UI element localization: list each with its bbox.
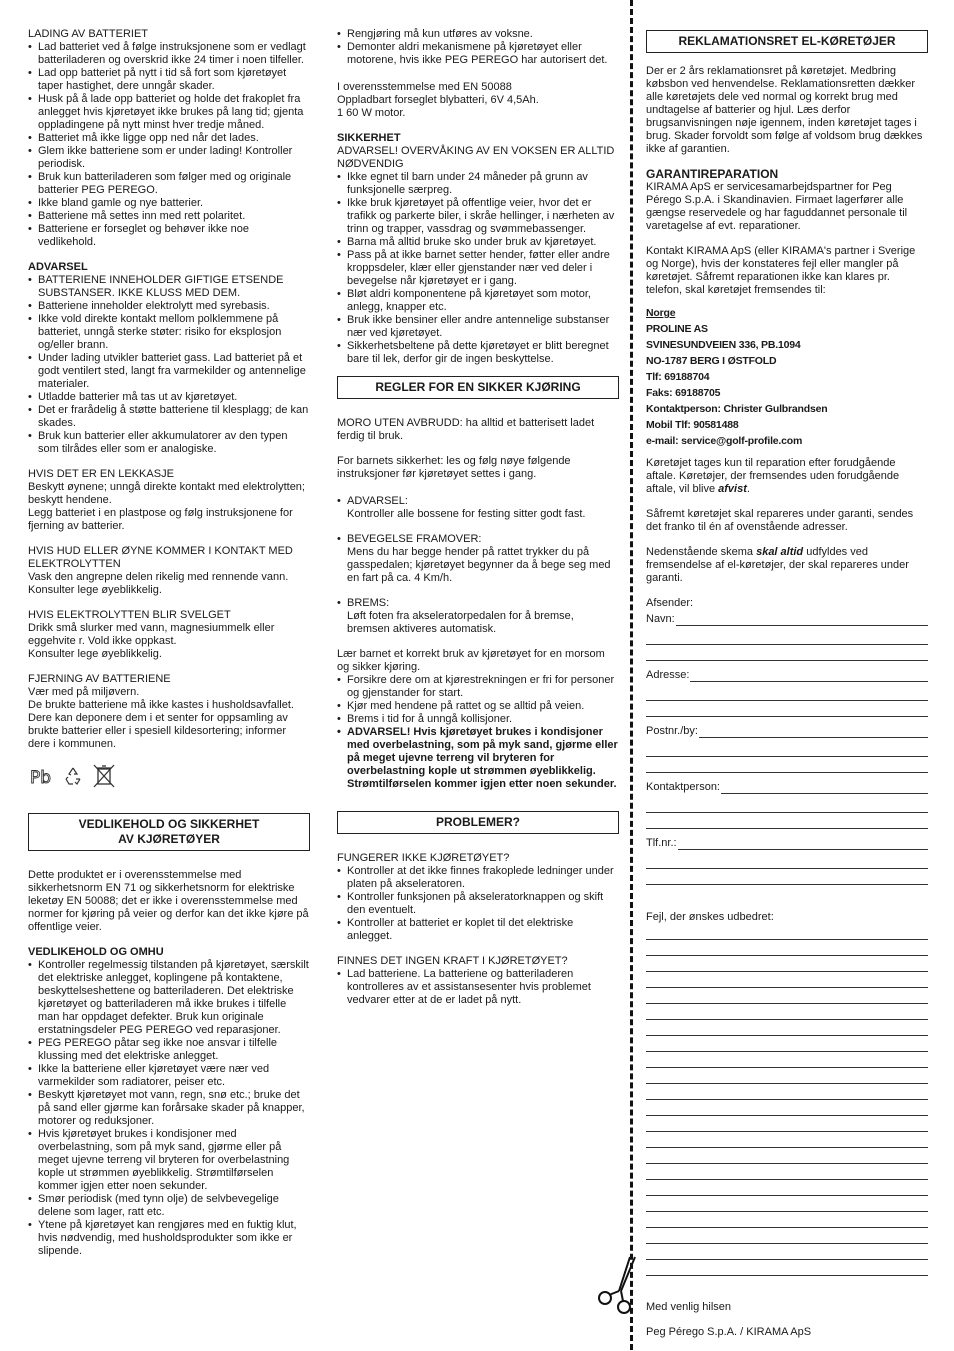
address-line: Kontaktperson: Christer Gulbrandsen [646, 403, 828, 415]
address-line: NO-1787 BERG I ØSTFOLD [646, 355, 777, 367]
contact-field-line[interactable] [646, 813, 928, 829]
pb-label: Pb [30, 768, 52, 787]
postal-field[interactable] [699, 726, 928, 738]
sender-form [646, 597, 928, 1276]
list-item: • Ikke bruk kjøretøyet på offentlige veier, hvor det er trafikk og parkerte biler, i skråe hellinger, i nærheten av trinn og trapper, vassdrag og svømmebassenger. [337, 197, 619, 236]
charging-list [28, 41, 310, 249]
phone-label: Tlf.nr.: [646, 837, 677, 849]
postal-field-line[interactable] [646, 757, 928, 773]
list-item: • Batteriene inneholder elektrolytt med syrebasis. [28, 300, 310, 313]
list-item: • Hvis kjøretøyet brukes i kondisjoner med overbelastning, som på myk sand, gjørme eller på meget ujevne terreng vil bryteren for overbelastning kople ut strømmen øyeblikkelig. Strømtilførselen kommer igjen etter noen sekunder. [28, 1128, 310, 1193]
q2-title: FINNES DET INGEN KRAFT I KJØRETØYET? [337, 955, 568, 967]
faults-field-line[interactable] [646, 1052, 928, 1068]
q1-title: FUNGERER IKKE KJØRETØYET? [337, 852, 510, 864]
faults-field-line[interactable] [646, 1084, 928, 1100]
list-item: • Beskytt kjøretøyet mot vann, regn, snø etc.; bruke det på sand eller gjørme kan forårsake skader på knapper, motorer og reduksjoner. [28, 1089, 310, 1128]
faults-field-line[interactable] [646, 1164, 928, 1180]
conformity-text: Dette produktet er i overensstemmelse med sikkerhetsnorm EN 71 og sikkerhetsnorm for elektriske leketøy EN 50088; det er ikke i overensstemmelse med normer for kjøring på veier og derfor kan det ikke kjøre på offentlige veier. [28, 869, 309, 933]
column-1 [28, 28, 310, 1270]
faults-field-line[interactable] [646, 972, 928, 988]
removal-title: FJERNING AV BATTERIENE [28, 673, 171, 685]
list-item: • Lad batteriet ved å følge instruksjonene som er vedlagt batteriladeren og overskrid ikke 24 timer i noen tilfeller. [28, 41, 310, 67]
postal-row [646, 725, 928, 738]
contact-row [646, 781, 928, 794]
skin-line: Vask den angrepne delen rikelig med rennende vann. Konsulter lege øyeblikkelig. [28, 571, 289, 596]
list-item: • Kontroller regelmessig tilstanden på kjøretøyet, særskilt det elektriske anlegget, koplingene på kontaktene, beskyttelseshettene og batteriladeren. Det elektriske kjøretøyet og batteriladeren må ikke brukes i tilfelle man har oppdaget defekter. Bruk kun originale erstatningsdeler PEG PEREGO ved reparasjoner. [28, 959, 310, 1037]
faults-field-line[interactable] [646, 1260, 928, 1276]
address-line: PROLINE AS [646, 323, 708, 335]
maintenance-header-box [28, 813, 310, 851]
faults-field-line[interactable] [646, 1036, 928, 1052]
postal-field-line[interactable] [646, 741, 928, 757]
schema-text: Nedenstående skema skal altid udfyldes ved fremsendelse af el-køretøjer, der skal repareres under garanti. [646, 546, 909, 584]
list-item: • Husk på å lade opp batteriet og holde det frakoplet fra anlegget hvis kjøretøyet ikke brukes på lang tid; gjenta oppladingene på nytt minst hver tredje måned. [28, 93, 310, 132]
forward-label: • BEVEGELSE FRAMOVER: [337, 533, 482, 545]
forward-text: Mens du har begge hender på rattet trykker du på gasspedalen; kjøretøyet begynner da å bege seg med en fart på ca. 4 Km/h. [347, 546, 611, 584]
list-item: • Utladde batterier må tas ut av kjøretøyet. [28, 391, 310, 404]
phone-field-line[interactable] [646, 869, 928, 885]
faults-field-line[interactable] [646, 1196, 928, 1212]
faults-field-line[interactable] [646, 1148, 928, 1164]
removal-line: Vær med på miljøvern. [28, 686, 140, 698]
postal-label: Postnr./by: [646, 725, 698, 737]
contact-field-line[interactable] [646, 797, 928, 813]
faults-field-line[interactable] [646, 924, 928, 940]
faults-field-line[interactable] [646, 1180, 928, 1196]
teach-text: Lær barnet et korrekt bruk av kjøretøyet for en morsom og sikker kjøring. [337, 648, 605, 673]
maint-list [28, 959, 310, 1258]
name-row [646, 613, 928, 626]
faults-field-line[interactable] [646, 1068, 928, 1084]
removal-section [28, 673, 310, 751]
skin-section [28, 545, 310, 597]
list-item: • Demonter aldri mekanismene på kjøretøyet eller motorene, hvis ikke PEG PEREGO har autorisert det. [337, 41, 619, 67]
warning-list [28, 274, 310, 456]
address-country: Norge [646, 307, 676, 319]
agreement-text: Køretøjet tages kun til reparation efter forudgående aftale. Køretøjer, der fremsendes uden forudgående aftale, vil blive afvist. [646, 457, 900, 495]
fun-text: MORO UTEN AVBRUDD: ha alltid et batterisett ladet ferdig til bruk. [337, 417, 595, 442]
list-item: • Kontroller at det ikke finnes frakoplede ledninger under platen på akseleratoren. [337, 865, 619, 891]
problems-header-box: PROBLEMER? [337, 811, 619, 834]
list-item: • Lad batteriene. La batteriene og batteriladeren kontrolleres av et assistansesenter hvis problemet vedvarer etter at de er ladet på nytt. [337, 968, 619, 1007]
maintenance-header-line: VEDLIKEHOLD OG SIKKERHET [78, 817, 260, 831]
list-item: • Brems i tid for å unngå kollisjoner. [337, 713, 619, 726]
list-item: • Glem ikke batteriene som er under lading! Kontroller periodisk. [28, 145, 310, 171]
swallowed-line: Drikk små slurker med vann, magnesiummelk eller eggehvite r. Vold ikke oppkast. [28, 622, 275, 647]
faults-field-line[interactable] [646, 1020, 928, 1036]
list-item: • Lad opp batteriet på nytt i tid så fort som kjøretøyet taper hastighet, dere unngår skader. [28, 67, 310, 93]
en-section [337, 81, 619, 120]
leak-section [28, 468, 310, 533]
swallowed-title: HVIS ELEKTROLYTTEN BLIR SVELGET [28, 609, 231, 621]
address-line: e-mail: service@golf-profile.com [646, 435, 803, 447]
recycle-icon [62, 765, 84, 787]
safety-title: SIKKERHET [337, 132, 401, 144]
list-item: • Rengjøring må kun utføres av voksne. [337, 28, 619, 41]
sender-label: Afsender: [646, 597, 694, 609]
adv-section [337, 495, 619, 521]
address-row [646, 669, 928, 682]
list-item: • Pass på at ikke barnet setter hender, føtter eller andre kroppsdeler, klær eller gjenstander nær ved deler i bevegelse når kjøretøyet er i gang. [337, 249, 619, 288]
schema-emphasis: skal altid [756, 546, 804, 558]
list-item: • Barna må alltid bruke sko under bruk av kjøretøyet. [337, 236, 619, 249]
phone-field[interactable] [678, 838, 928, 850]
list-item: • Batteriet må ikke ligge opp ned når det lades. [28, 132, 310, 145]
faults-label: Fejl, der ønskes udbedret: [646, 911, 774, 923]
leak-title: HVIS DET ER EN LEKKASJE [28, 468, 174, 480]
faults-field-line[interactable] [646, 1228, 928, 1244]
rules-header-box: REGLER FOR EN SIKKER KJØRING [337, 376, 619, 399]
warning-title: ADVARSEL [28, 261, 88, 273]
faults-field-line[interactable] [646, 956, 928, 972]
forward-section [337, 533, 619, 585]
contact-text: Kontakt KIRAMA ApS (eller KIRAMA's partner i Sverige og Norge), hvis der konstateres fejl eller mangler på køretøjet. Såfremt reparationen ikke kan klares pr. telefon, skal køretøjet fremsendes til: [646, 245, 916, 296]
address-line: Tlf: 69188704 [646, 371, 710, 383]
name-field-line[interactable] [646, 645, 928, 661]
list-item: • Bruk ikke bensiner eller andre antennelige substanser nær ved kjøretøyet. [337, 314, 619, 340]
list-item: • PEG PEREGO påtar seg ikke noe ansvar i tilfelle klussing med det elektriske anlegget. [28, 1037, 310, 1063]
drive-warning-list [337, 726, 619, 791]
column-3 [646, 30, 928, 1351]
drive-warning: • ADVARSEL! Hvis kjøretøyet brukes i kondisjoner med overbelastning, som på myk sand, gjørme eller på meget ujevne terreng vil bryteren for overbelastning kople ut strømmen øyeblikkelig. Strømtilførselen kommer igjen etter noen sekunder. [337, 726, 619, 791]
guarantee-text: KIRAMA ApS er servicesamarbejdspartner for Peg Pérego S.p.A. i Skandinavien. Firmaet lagerfører alle gængse reservedele og har faguddannet personale til varetagelse af evt. reparationer. [646, 181, 908, 232]
faults-field-line[interactable] [646, 1212, 928, 1228]
faults-field-line[interactable] [646, 1004, 928, 1020]
crossed-bin-icon [92, 763, 116, 789]
warranty-repair-text: Såfremt køretøjet skal repareres under garanti, sendes det franko til én af ovenstående adresser. [646, 508, 914, 533]
address-line: Mobil Tlf: 90581488 [646, 419, 739, 431]
pb-icon [28, 765, 54, 787]
faults-field-line[interactable] [646, 1132, 928, 1148]
signature-text: Peg Pérego S.p.A. / KIRAMA ApS [646, 1326, 812, 1338]
adv-text: Kontroller alle bossene for festing sitter godt fast. [347, 508, 586, 520]
en-line: 1 60 W motor. [337, 107, 406, 119]
maintenance-header-line: AV KJØRETØYER [118, 832, 220, 846]
q1-list [337, 865, 619, 943]
list-item: • Sikkerhetsbeltene på dette kjøretøyet er blitt beregnet bare til lek, derfor gir de ingen beskyttelse. [337, 340, 619, 366]
name-field[interactable] [676, 614, 928, 626]
list-item: • Ikke vold direkte kontakt mellom polklemmene på batteriet, unngå sterke støter: risiko for eksplosjon og/eller brann. [28, 313, 310, 352]
name-field-line[interactable] [646, 629, 928, 645]
list-item: • Bruk kun batteriladeren som følger med og originale batterier PEG PEREGO. [28, 171, 310, 197]
q2-list [337, 968, 619, 1007]
disposal-icons [28, 763, 310, 789]
faults-field-line[interactable] [646, 1100, 928, 1116]
faults-field-line[interactable] [646, 1116, 928, 1132]
list-item: • Kontroller at batteriet er koplet til det elektriske anlegget. [337, 917, 619, 943]
complaint-intro: Der er 2 års reklamationsret på køretøjet. Medbring købsbon ved henvendelse. Reklamationsretten dækker alle køretøjets dele ved normal og korrekt brug med undtagelse af batterier og hjul. Læs derfor brugsanvisningen nøje igennem, inden køretøjet tages i brug. Skader forvoldt som følge af voldsom brug dækkes ikke af garantien. [646, 65, 923, 155]
address-line: Faks: 69188705 [646, 387, 721, 399]
phone-row [646, 837, 928, 850]
faults-field-line[interactable] [646, 940, 928, 956]
address-line: SVINESUNDVEIEN 336, PB.1094 [646, 339, 801, 351]
faults-field-line[interactable] [646, 1244, 928, 1260]
address-label: Adresse: [646, 669, 690, 681]
brake-text: Løft foten fra akseleratorpedalen for å bremse, bremsen aktiveres automatisk. [347, 610, 574, 635]
removal-line: De brukte batteriene må ikke kastes i husholdsavfallet. [28, 699, 294, 711]
list-item: • Kjør med hendene på rattet og se alltid på veien. [337, 700, 619, 713]
maint-title: VEDLIKEHOLD OG OMHU [28, 946, 164, 958]
adv-label: • ADVARSEL: [337, 495, 408, 507]
scissors-icon [597, 1255, 639, 1315]
cleaning-list [337, 28, 619, 67]
list-item: • Smør periodisk (med tynn olje) de selvbevegelige delene som lager, ratt etc. [28, 1193, 310, 1219]
closing-text: Med venlig hilsen [646, 1301, 731, 1313]
list-item: • Det er frarådelig å støtte batteriene til klesplagg; de kan skades. [28, 404, 310, 430]
list-item: • Batteriene må settes inn med rett polaritet. [28, 210, 310, 223]
skin-title: HVIS HUD ELLER ØYNE KOMMER I KONTAKT MED ELEKTROLYTTEN [28, 545, 293, 570]
swallowed-line: Konsulter lege øyeblikkelig. [28, 648, 162, 660]
safety-list [337, 171, 619, 366]
list-item: • Bruk kun batterier eller akkumulatorer av den typen som tilrådes eller som er analogiske. [28, 430, 310, 456]
list-item: • Batteriene er forseglet og behøver ikke noe vedlikehold. [28, 223, 310, 249]
leak-line: Legg batteriet i en plastpose og følg instruksjonene for fjerning av batterier. [28, 507, 293, 532]
list-item: • Forsikre dere om at kjørestrekningen er fri for personer og gjenstander for start. [337, 674, 619, 700]
en-line: Oppladbart forseglet blybatteri, 6V 4,5Ah. [337, 94, 539, 106]
en-line: I overensstemmelse med EN 50088 [337, 81, 512, 93]
list-item: • BATTERIENE INNEHOLDER GIFTIGE ETSENDE SUBSTANSER. IKKE KLUSS MED DEM. [28, 274, 310, 300]
list-item: • Ikke egnet til barn under 24 måneder på grunn av funksjonelle særpreg. [337, 171, 619, 197]
removal-line: Dere kan deponere dem i et senter for oppsamling av brukte batterier eller i spesiell kildesortering; informer dere i kommunen. [28, 712, 288, 750]
name-label: Navn: [646, 613, 675, 625]
drive-list [337, 674, 619, 726]
address-field-line[interactable] [646, 701, 928, 717]
contact-label: Kontaktperson: [646, 781, 720, 793]
phone-field-line[interactable] [646, 853, 928, 869]
list-item: • Kontroller funksjonen på akseleratorknappen og skift den eventuelt. [337, 891, 619, 917]
swallowed-section [28, 609, 310, 661]
faults-field-line[interactable] [646, 988, 928, 1004]
address-block [646, 305, 928, 449]
list-item: • Bløt aldri komponentene på kjøretøyet som motor, anlegg, knapper etc. [337, 288, 619, 314]
agreement-emphasis: afvist [718, 483, 747, 495]
leak-line: Beskytt øynene; unngå direkte kontakt med elektrolytten; beskytt hendene. [28, 481, 305, 506]
contact-field[interactable] [721, 782, 928, 794]
address-field-line[interactable] [646, 685, 928, 701]
list-item: • Ikke la batteriene eller kjøretøyet være nær ved varmekilder som radiatorer, peiser etc. [28, 1063, 310, 1089]
children-text: For barnets sikkerhet: les og følg nøye følgende instruksjoner før kjøretøyet settes i gang. [337, 455, 571, 480]
charging-title: LADING AV BATTERIET [28, 28, 149, 40]
list-item: • Ikke bland gamle og nye batterier. [28, 197, 310, 210]
cut-line [630, 0, 633, 1350]
brake-section [337, 597, 619, 636]
column-2 [337, 28, 619, 1019]
list-item: • Ytene på kjøretøyet kan rengjøres med en fuktig klut, hvis nødvendig, med husholdsprodukter som ikke er slipende. [28, 1219, 310, 1258]
faults-field[interactable] [646, 924, 928, 1276]
address-field[interactable] [690, 670, 928, 682]
list-item: • Under lading utvikler batteriet gass. Lad batteriet på et godt ventilert sted, langt fra varmekilder og antennelige materialer. [28, 352, 310, 391]
guarantee-title: GARANTIREPARATION [646, 167, 779, 181]
brake-label: • BREMS: [337, 597, 390, 609]
complaint-header-box: REKLAMATIONSRET EL-KØRETØJER [646, 30, 928, 53]
safety-intro: ADVARSEL! OVERVÅKING AV EN VOKSEN ER ALLTID NØDVENDIG [337, 145, 615, 170]
